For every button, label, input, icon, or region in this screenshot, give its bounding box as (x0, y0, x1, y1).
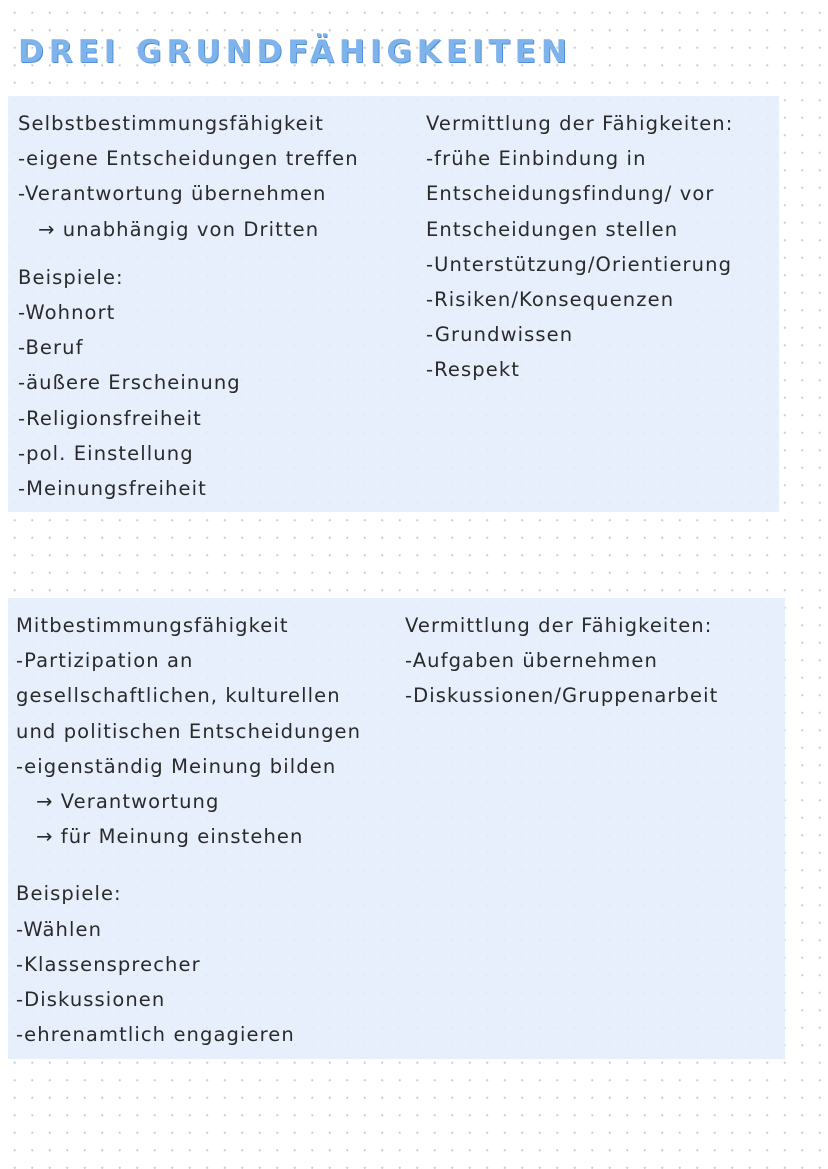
methods-column (405, 608, 718, 714)
list-item: -Unterstützung/Orientierung (426, 252, 733, 276)
section-mitbestimmung (8, 598, 785, 1059)
list-item: gesellschaftlichen, kulturellen (16, 684, 341, 708)
section-heading: Selbstbestimmungsfähigkeit (18, 112, 325, 135)
list-item: -ehrenamtlich engagieren (16, 1023, 295, 1047)
section-heading: Mitbestimmungsfähigkeit (16, 614, 289, 637)
list-item: -Religionsfreiheit (18, 406, 202, 430)
definition-column (16, 608, 361, 1052)
definition-column (18, 106, 359, 506)
list-item: -pol. Einstellung (18, 441, 194, 465)
list-item: -Diskussionen/Gruppenarbeit (405, 684, 719, 708)
list-item: -Beruf (18, 336, 84, 360)
list-item: -Meinungsfreiheit (18, 476, 207, 500)
list-item: → Verantwortung (36, 789, 220, 813)
methods-column (426, 106, 733, 388)
list-item: -Grundwissen (426, 323, 574, 347)
list-item: -Wählen (16, 917, 103, 941)
list-item: -äußere Erscheinung (18, 371, 241, 395)
list-item: -Verantwortung übernehmen (18, 182, 327, 206)
examples-heading: Beispiele: (18, 265, 124, 289)
section-heading: Vermittlung der Fähigkeiten: (426, 112, 734, 135)
section-selbstbestimmung (8, 96, 779, 512)
list-item: → für Meinung einstehen (36, 825, 304, 849)
list-item: und politischen Entscheidungen (16, 719, 362, 743)
list-item: -Diskussionen (16, 987, 166, 1011)
list-item: -Respekt (426, 358, 520, 382)
list-item: -Partizipation an (16, 649, 194, 673)
list-item: -Wohnort (18, 300, 116, 324)
page-title: DREI GRUNDFÄHIGKEITEN (18, 34, 572, 70)
list-item: Entscheidungen stellen (426, 217, 679, 241)
list-item: -Aufgaben übernehmen (405, 649, 658, 673)
section-heading: Vermittlung der Fähigkeiten: (405, 614, 713, 637)
list-item: -Klassensprecher (16, 952, 201, 976)
list-item: → unabhängig von Dritten (38, 217, 320, 241)
list-item: -eigenständig Meinung bilden (16, 754, 337, 778)
examples-heading: Beispiele: (16, 882, 122, 906)
list-item: -Risiken/Konsequenzen (426, 287, 675, 311)
list-item: -frühe Einbindung in (426, 147, 647, 171)
list-item: -eigene Entscheidungen treffen (18, 147, 359, 171)
list-item: Entscheidungsfindung/ vor (426, 182, 715, 206)
